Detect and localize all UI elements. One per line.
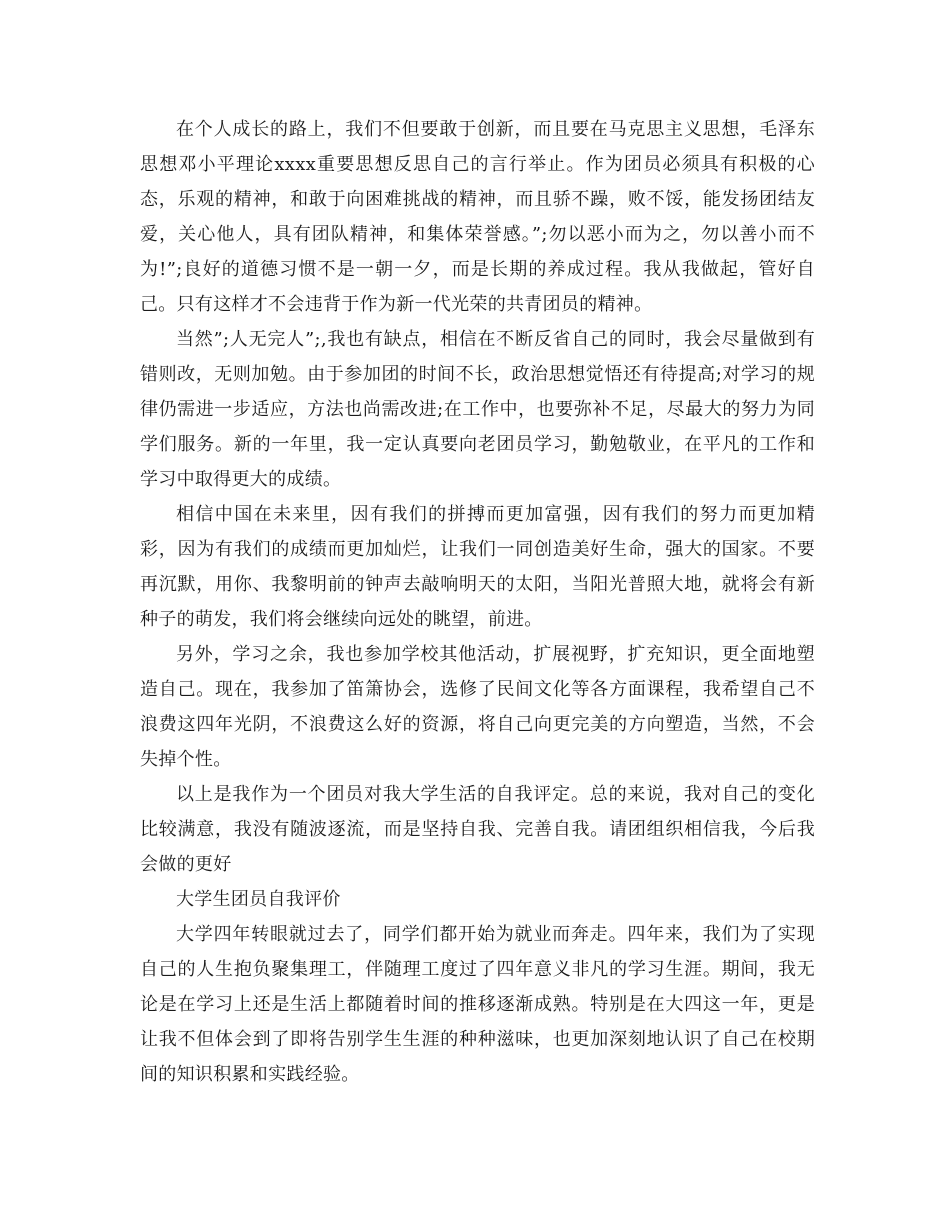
section-title: 大学生团员自我评价	[176, 889, 341, 910]
paragraph-2: 当然”;人无完人”;,我也有缺点，相信在不断反省自己的同时，我会尽量做到有错则改，无则加勉。由于参加团的时间不长，政治思想觉悟还有待提高;对学习的规律仍需进一步适应，方法也尚需改进;在工作中，也要弥补不足，尽最大的努力为同学们服务。新的一年里，我一定认真要向老团员学习，勤勉敬业，在平凡的工作和学习中取得更大的成绩。	[140, 329, 815, 490]
paragraph-3: 相信中国在未来里，因有我们的拼搏而更加富强，因有我们的努力而更加精彩，因为有我们的成绩而更加灿烂，让我们一同创造美好生命，强大的国家。不要再沉默，用你、我黎明前的钟声去敲响明天的太阳，当阳光普照大地，就将会有新种子的萌发，我们将会继续向远处的眺望，前进。	[140, 504, 815, 630]
document-body	[140, 112, 815, 1092]
section-paragraph-1: 大学四年转眼就过去了，同学们都开始为就业而奔走。四年来，我们为了实现自己的人生抱负聚集理工，伴随理工度过了四年意义非凡的学习生涯。期间，我无论是在学习上还是生活上都随着时间的推移逐渐成熟。特别是在大四这一年，更是让我不但体会到了即将告别学生生涯的种种滋味，也更加深刻地认识了自己在校期间的知识积累和实践经验。	[140, 924, 815, 1085]
paragraph-4: 另外，学习之余，我也参加学校其他活动，扩展视野，扩充知识，更全面地塑造自己。现在，我参加了笛箫协会，选修了民间文化等各方面课程，我希望自己不浪费这四年光阴，不浪费这么好的资源，将自己向更完美的方向塑造，当然，不会失掉个性。	[140, 644, 815, 770]
paragraph-1: 在个人成长的路上，我们不但要敢于创新，而且要在马克思主义思想，毛泽东思想邓小平理论xxxx重要思想反思自己的言行举止。作为团员必须具有积极的心态，乐观的精神，和敢于向困难挑战的精神，而且骄不躁，败不馁，能发扬团结友爱，关心他人，具有团队精神，和集体荣誉感。”;勿以恶小而为之，勿以善小而不为!”;良好的道德习惯不是一朝一夕，而是长期的养成过程。我从我做起，管好自己。只有这样才不会违背于作为新一代光荣的共青团员的精神。	[140, 119, 815, 315]
paragraph-5: 以上是我作为一个团员对我大学生活的自我评定。总的来说，我对自己的变化比较满意，我没有随波逐流，而是坚持自我、完善自我。请团组织相信我，今后我会做的更好	[140, 784, 815, 875]
